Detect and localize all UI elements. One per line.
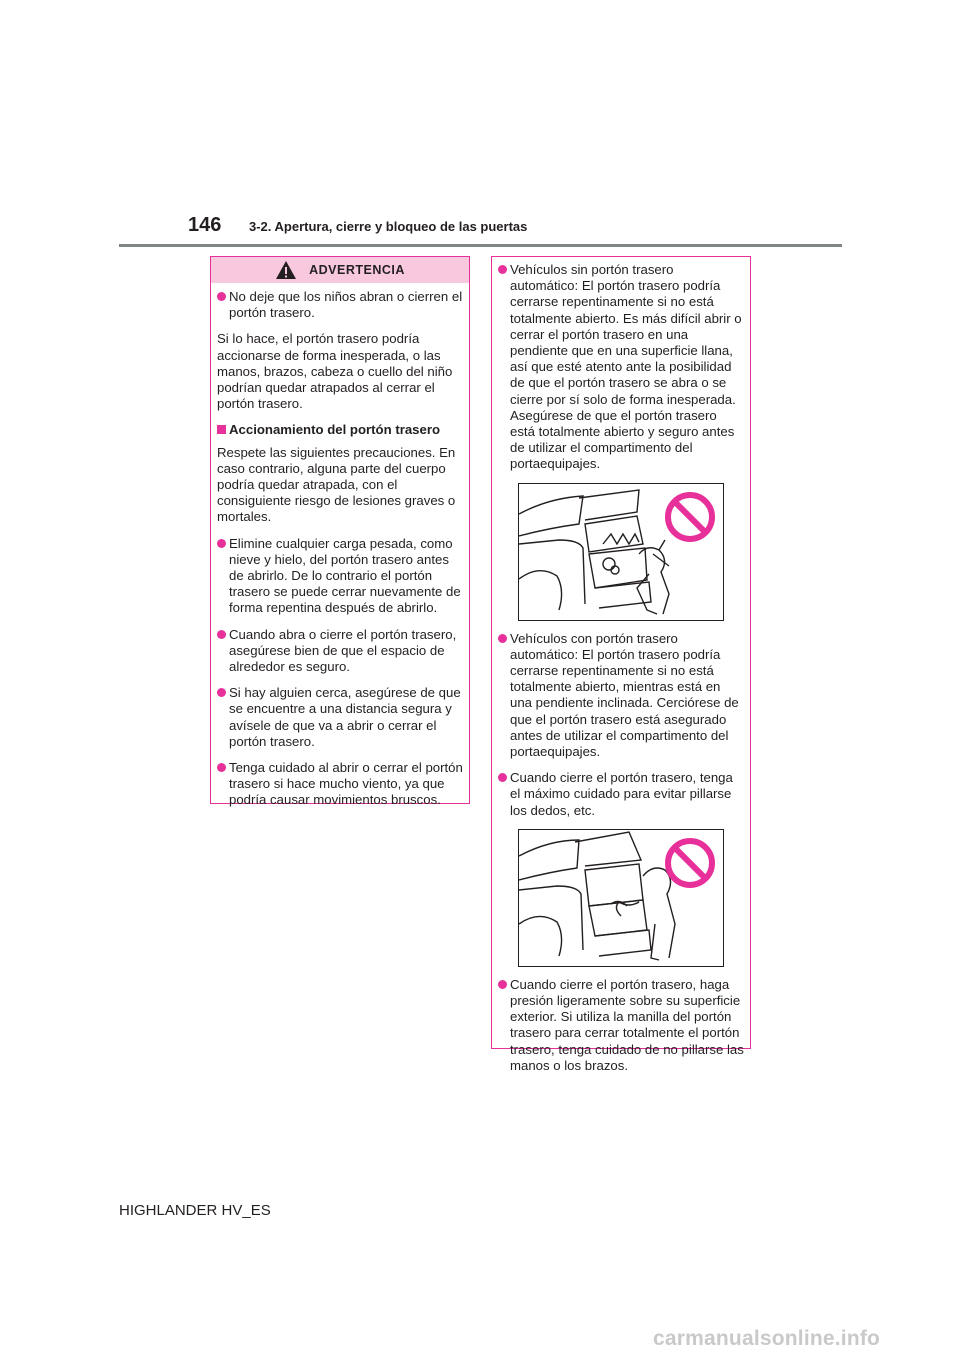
warning-box-right: [491, 256, 751, 1073]
paragraph: Respete las siguientes precauciones. En caso contrario, alguna parte del cuerpo podría quedar atrapada, con el consiguiente riesgo de lesiones graves o mortales.: [217, 444, 456, 525]
list-item: [498, 631, 744, 761]
list-item: [498, 977, 744, 1074]
item-text: No deje que los niños abran o cierren el portón trasero.: [229, 289, 463, 321]
item-text: Vehículos sin portón trasero automático: El portón trasero podría cerrarse repentinamente si no está totalmente abierto. Es más difícil abrir o cerrar el portón trasero en una pendiente que en una superficie llana, así que esté atento ante la posibilidad de que el portón trasero se abra o se cierre por sí solo de forma inesperada. Asegúrese de que el portón trasero está totalmente abierto y seguro antes de utilizar el compartimento del portaequipajes.: [510, 262, 742, 472]
bullet-dot-icon: [498, 265, 507, 274]
bullet-dot-icon: [217, 763, 226, 772]
list-item: [217, 760, 463, 809]
footer-model: HIGHLANDER HV_ES: [119, 1202, 271, 1219]
item-text: Elimine cualquier carga pesada, como nieve y hielo, del portón trasero antes de abrirlo. De lo contrario el portón trasero se puede cerrar nuevamente de forma repentina después de abrirlo.: [229, 535, 461, 616]
list-item: [498, 770, 744, 819]
illustration-tailgate-unsafe: [518, 483, 724, 621]
subheading: [217, 422, 463, 438]
section-title: 3-2. Apertura, cierre y bloqueo de las puertas: [249, 219, 528, 234]
illustration-fingers-pinch: [518, 829, 724, 967]
header-rule: [119, 244, 842, 247]
warning-box-left: [210, 256, 470, 808]
page-number: 146: [188, 214, 222, 236]
paragraph: Si lo hace, el portón trasero podría accionarse de forma inesperada, o las manos, brazos, cabeza o cuello del niño podrían quedar atrapados al cerrar el portón trasero.: [217, 331, 453, 412]
prohibition-icon: [663, 490, 717, 544]
square-bullet-icon: [217, 425, 226, 434]
list-item: [498, 262, 744, 473]
item-text: Si hay alguien cerca, asegúrese de que se encuentre a una distancia segura y avísele de que va a abrir o cerrar el portón trasero.: [229, 685, 461, 749]
list-item: [217, 536, 463, 617]
bullet-dot-icon: [217, 630, 226, 639]
item-text: Cuando cierre el portón trasero, haga presión ligeramente sobre su superficie exterior. Si utiliza la manilla del portón trasero para cerrar totalmente el portón trasero, tenga cuidado de no pillarse las manos o los brazos.: [510, 976, 744, 1073]
bullet-dot-icon: [217, 539, 226, 548]
bullet-dot-icon: [498, 980, 507, 989]
warning-header: [211, 257, 469, 283]
bullet-dot-icon: [498, 773, 507, 782]
item-text: Tenga cuidado al abrir o cerrar el portón trasero si hace mucho viento, ya que podría causar movimientos bruscos.: [229, 760, 463, 808]
item-text: Cuando cierre el portón trasero, tenga el máximo cuidado para evitar pillarse los dedos, etc.: [510, 770, 733, 818]
item-text: Cuando abra o cierre el portón trasero, asegúrese bien de que el espacio de alrededor es seguro.: [229, 626, 457, 675]
list-item: [217, 627, 463, 676]
item-text: Vehículos con portón trasero automático: El portón trasero podría cerrarse repentinamente si no está totalmente abierto, mientras está en una pendiente inclinada. Cerciórese de que el portón trasero está asegurado antes de utilizar el compartimento del portaequipajes.: [510, 630, 739, 760]
list-item: [217, 289, 463, 321]
bullet-dot-icon: [498, 634, 507, 643]
bullet-dot-icon: [217, 688, 226, 697]
warning-title: ADVERTENCIA: [309, 262, 405, 277]
list-item: [217, 685, 463, 750]
watermark: carmanualsonline.info: [653, 1327, 881, 1350]
prohibition-icon: [663, 836, 717, 890]
subheading-text: Accionamiento del portón trasero: [229, 422, 441, 438]
bullet-dot-icon: [217, 292, 226, 301]
warning-triangle-icon: [275, 260, 297, 280]
